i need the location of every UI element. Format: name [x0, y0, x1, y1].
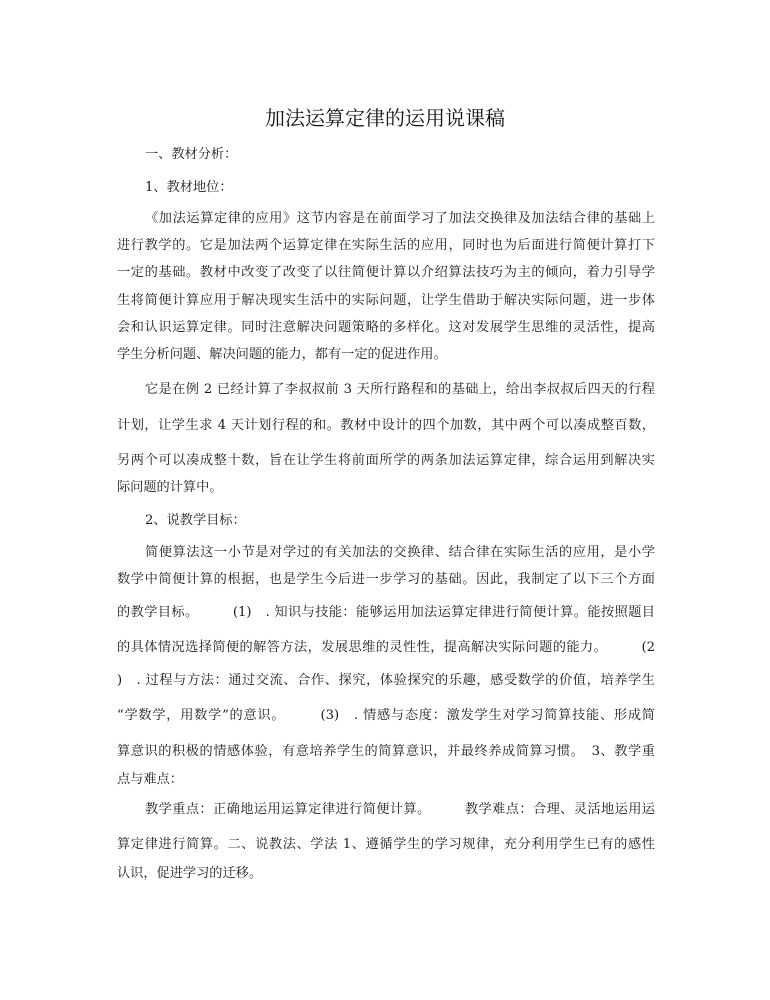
paragraph-line: ) . 过程与方法：通过交流、合作、探究，体验探究的乐趣，感受数学的价值，培养学生 [117, 673, 655, 688]
paragraph-line: 算定律进行简算。二、说教法、学法 1、遵循学生的学习规律，充分利用学生已有的感性 [117, 837, 655, 852]
document-title: 加法运算定律的运用说课稿 [265, 106, 505, 130]
paragraph-line: 认识，促进学习的迁移。 [117, 866, 263, 881]
paragraph-line: 的具体情况选择简便的解答方法，发展思维的灵性性，提高解决实际问题的能力。 (2 [117, 640, 655, 655]
paragraph-line: 教学重点：正确地运用运算定律进行简便计算。 教学难点：合理、灵活地运用运 [145, 802, 655, 817]
paragraph-line: 它是在例 2 已经计算了李叔叔前 3 天所行路程和的基础上，给出李叔叔后四天的行程 [145, 382, 655, 397]
paragraph-line: 另两个可以凑成整十数，旨在让学生将前面所学的两条加法运算定律，综合运用到解决实 [117, 453, 655, 468]
subsection-heading: 2、说教学目标： [145, 513, 246, 528]
section-heading: 一、教材分析： [145, 147, 238, 162]
paragraph-line: 计划，让学生求 4 天计划行程的和。教材中设计的四个加数，其中两个可以凑成整百数， [117, 418, 655, 433]
paragraph-line: 简便算法这一小节是对学过的有关加法的交换律、结合律在实际生活的应用，是小学 [145, 545, 655, 560]
paragraph-line: 算意识的积极的情感体验，有意培养学生的简算意识，并最终养成简算习惯。 3、教学重 [117, 744, 655, 759]
paragraph-line: 的教学目标。 (1) . 知识与技能：能够运用加法运算定律进行简便计算。能按照题目 [117, 605, 655, 620]
paragraph-line: 数学中简便计算的根据，也是学生今后进一步学习的基础。因此，我制定了以下三个方面 [117, 572, 655, 587]
paragraph-line: 一定的基础。教材中改变了改变了以往简便计算以介绍算法技巧为主的倾向，着力引导学 [117, 265, 655, 280]
paragraph-line: 进行教学的。它是加法两个运算定律在实际生活的应用，同时也为后面进行简便计算打下 [117, 238, 655, 253]
paragraph-line: 《加法运算定律的应用》这节内容是在前面学习了加法交换律及加法结合律的基础上 [145, 211, 655, 226]
paragraph-line: 点与难点： [117, 772, 183, 787]
paragraph-line: 生将简便计算应用于解决现实生活中的实际问题，让学生借助于解决实际问题，进一步体 [117, 293, 655, 308]
subsection-heading: 1、教材地位： [145, 180, 233, 195]
paragraph-line: 会和认识运算定律。同时注意解决问题策略的多样化。这对发展学生思维的灵活性，提高 [117, 320, 655, 335]
paragraph-line: 学生分析问题、解决问题的能力，都有一定的促进作用。 [117, 347, 447, 362]
paragraph-line: 际问题的计算中。 [117, 480, 223, 495]
paragraph-line: “学数学，用数学”的意识。 (3) . 情感与态度：激发学生对学习简算技能、形成简 [117, 708, 655, 723]
